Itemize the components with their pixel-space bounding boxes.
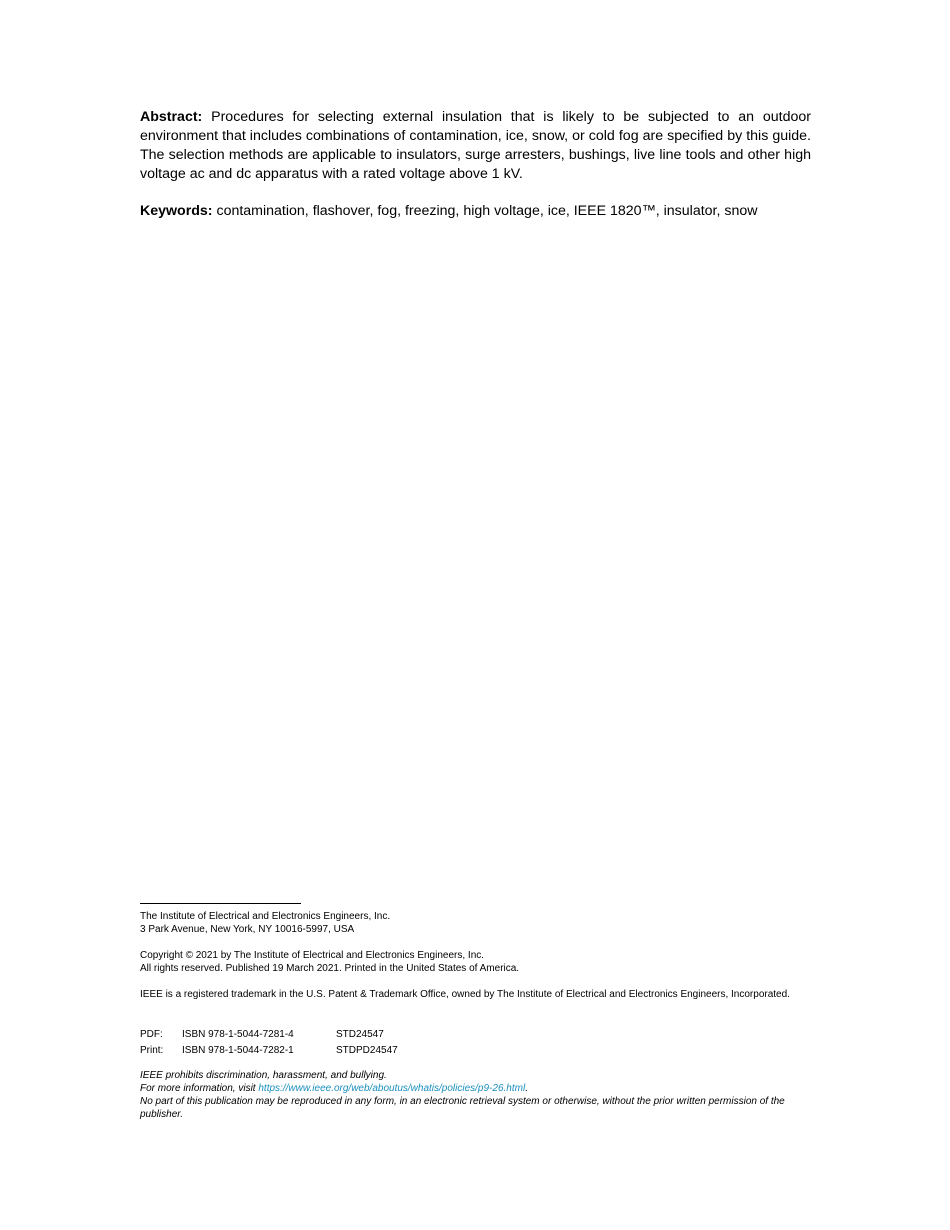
- copyright-line: Copyright © 2021 by The Institute of Electrical and Electronics Engineers, Inc.: [140, 950, 485, 961]
- isbn-number: ISBN 978-1-5044-7282-1: [182, 1045, 294, 1056]
- rights-line: All rights reserved. Published 19 March 2021. Printed in the United States of America.: [140, 963, 520, 974]
- keywords-text: contamination, flashover, fog, freezing, high voltage, ice, IEEE 1820™, insulator, snow: [212, 203, 758, 219]
- isbn-std-code: STDPD24547: [336, 1045, 398, 1056]
- isbn-format-label: Print:: [140, 1045, 164, 1056]
- trademark-notice: IEEE is a registered trademark in the U.S. Patent & Trademark Office, owned by The Institute of Electrical and Electronics Engineers, Incorporated.: [140, 989, 790, 1000]
- policy-notice: [140, 1069, 812, 1121]
- abstract-label: Abstract:: [140, 109, 203, 125]
- policy-link[interactable]: https://www.ieee.org/web/aboutus/whatis/policies/p9-26.html: [258, 1083, 526, 1094]
- institute-name: The Institute of Electrical and Electronics Engineers, Inc.: [140, 911, 391, 922]
- isbn-number: ISBN 978-1-5044-7281-4: [182, 1029, 294, 1040]
- isbn-std-code: STD24547: [336, 1029, 384, 1040]
- keywords-paragraph: [140, 202, 820, 221]
- keywords-label: Keywords:: [140, 203, 213, 219]
- isbn-table: [140, 1027, 812, 1059]
- abstract-paragraph: [140, 108, 811, 184]
- policy-info-suffix: .: [525, 1083, 528, 1094]
- isbn-row-pdf: [140, 1027, 812, 1043]
- policy-info-line: [140, 1082, 812, 1095]
- reproduction-notice: No part of this publication may be reproduced in any form, in an electronic retrieval system or otherwise, without the prior written permission of the publisher.: [140, 1096, 785, 1120]
- copyright-block: [140, 949, 812, 975]
- isbn-format-label: PDF:: [140, 1029, 163, 1040]
- policy-statement: IEEE prohibits discrimination, harassment, and bullying.: [140, 1070, 387, 1081]
- institute-address: 3 Park Avenue, New York, NY 10016-5997, USA: [140, 924, 355, 935]
- abstract-text: Procedures for selecting external insulation that is likely to be subjected to an outdoor environment that includes combinations of contamination, ice, snow, or cold fog are specified by this guide. The selection methods are applicable to insulators, surge arresters, bushings, live line tools and other high voltage ac and dc apparatus with a rated voltage above 1 kV.: [140, 109, 811, 182]
- institute-block: [140, 910, 812, 936]
- footnote-divider: [140, 903, 301, 904]
- isbn-row-print: [140, 1043, 812, 1059]
- policy-info-prefix: For more information, visit: [140, 1083, 259, 1094]
